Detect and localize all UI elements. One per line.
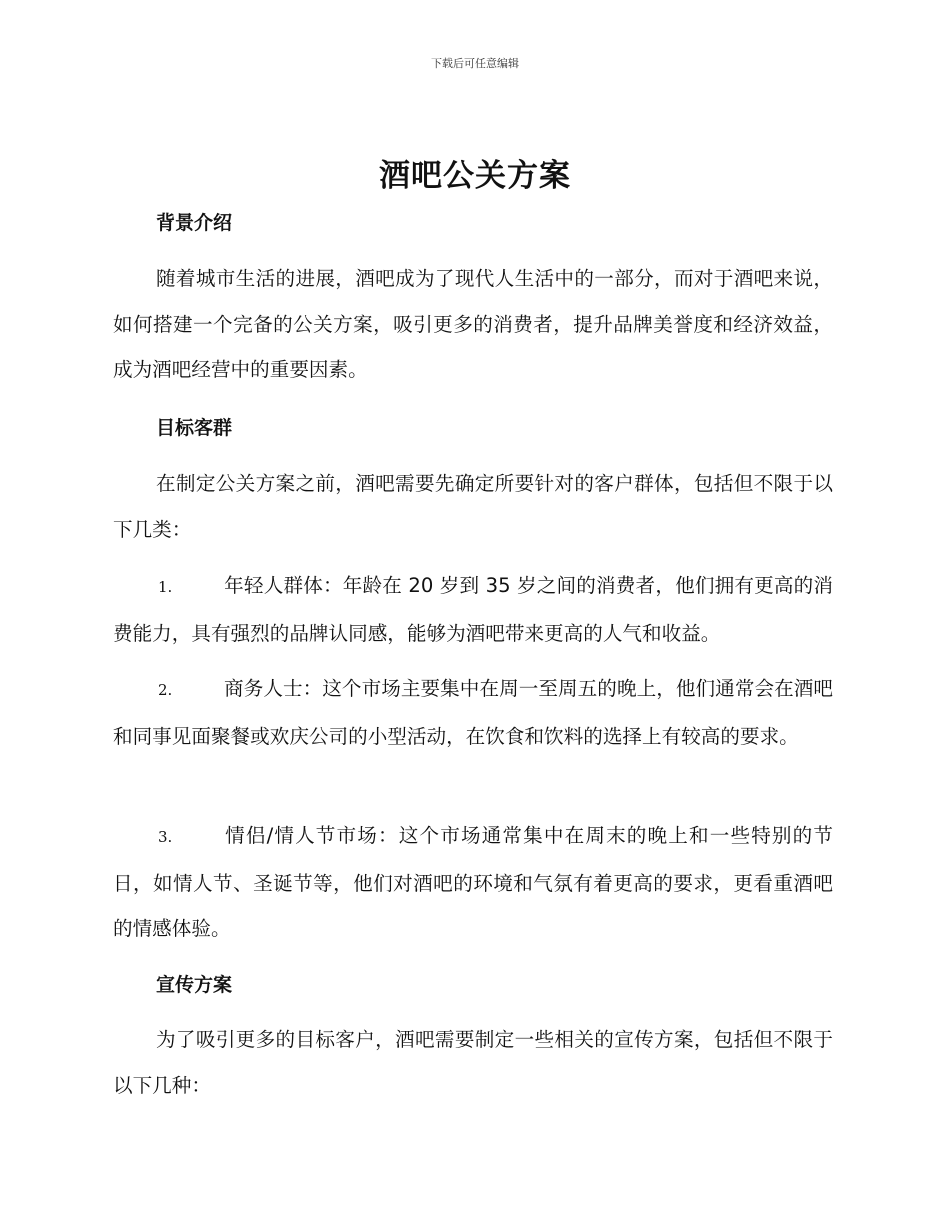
section-heading-promotion: 宣传方案 — [156, 974, 233, 996]
list-item-text: 情侣/情人节市场：这个市场通常集中在周末的晚上和一些特别的节日，如情人节、圣诞节等，他们对酒吧的环境和气氛有着更高的要求，更看重酒吧的情感体验。 — [113, 824, 833, 940]
list-item — [113, 813, 833, 952]
list-item — [113, 563, 833, 656]
list-item-number: 2. — [158, 681, 173, 699]
section-heading-background: 背景介绍 — [156, 212, 233, 234]
list-item-text: 商务人士：这个市场主要集中在周一至周五的晚上，他们通常会在酒吧和同事见面聚餐或欢庆公司的小型活动，在饮食和饮料的选择上有较高的要求。 — [113, 677, 833, 748]
paragraph-target: 在制定公关方案之前，酒吧需要先确定所要针对的客户群体，包括但不限于以下几类： — [113, 472, 833, 541]
document-title: 酒吧公关方案 — [379, 158, 571, 194]
header-note: 下载后可任意编辑 — [431, 57, 519, 70]
section-heading-target: 目标客群 — [156, 417, 233, 439]
list-item-number: 1. — [158, 578, 173, 596]
paragraph-promotion: 为了吸引更多的目标客户，酒吧需要制定一些相关的宣传方案，包括但不限于以下几种： — [113, 1028, 833, 1097]
list-item — [113, 666, 833, 759]
list-item-text: 年轻人群体：年龄在 20 岁到 35 岁之间的消费者，他们拥有更高的消费能力，具有强烈的品牌认同感，能够为酒吧带来更高的人气和收益。 — [113, 574, 833, 645]
paragraph-background: 随着城市生活的进展，酒吧成为了现代人生活中的一部分，而对于酒吧来说，如何搭建一个完备的公关方案，吸引更多的消费者，提升品牌美誉度和经济效益，成为酒吧经营中的重要因素。 — [113, 267, 833, 381]
list-item-number: 3. — [158, 828, 173, 846]
